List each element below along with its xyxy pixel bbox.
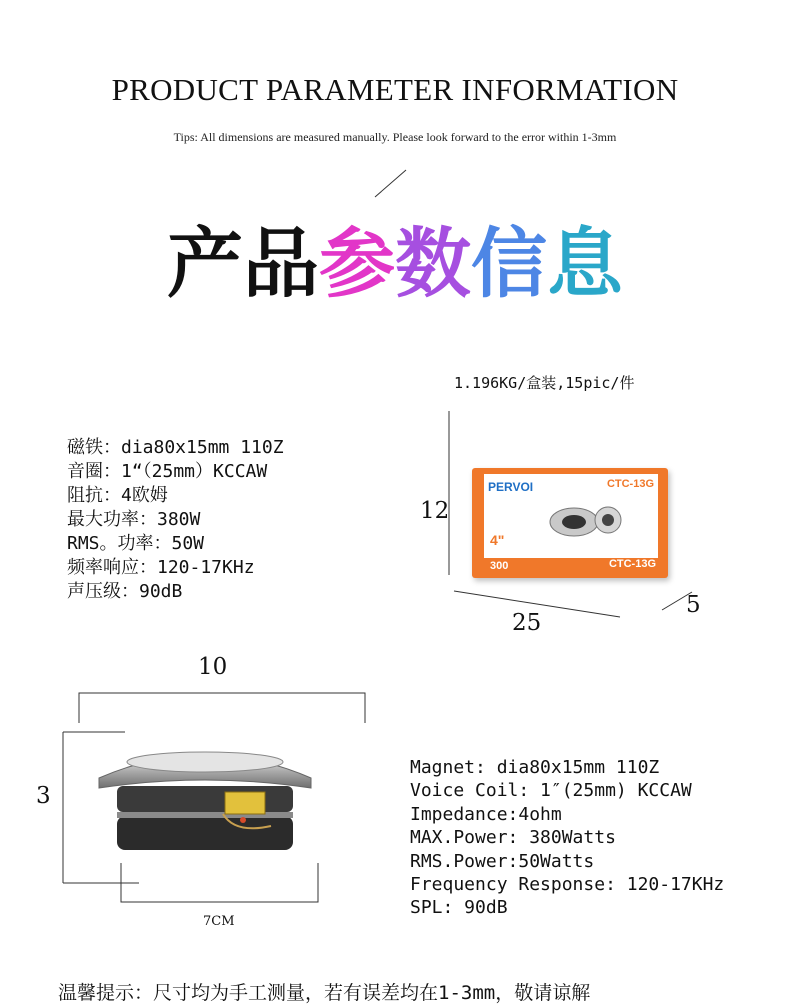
tips-text: Tips: All dimensions are measured manually. Please look forward to the error within 1-3mm xyxy=(173,130,617,144)
en-spec-magnet: Magnet: dia80x15mm 110Z xyxy=(410,757,660,778)
product-box-image xyxy=(472,468,668,578)
en-spec-spl: SPL: 90dB xyxy=(410,897,508,919)
package-weight: 1.196KG/盒装,15pic/件 xyxy=(454,374,635,392)
title-char: 信 xyxy=(471,219,547,308)
title-char: 品 xyxy=(243,219,319,308)
box-length-label: 25 xyxy=(512,610,542,636)
cn-spec-rms-power: RMS。功率：50W xyxy=(67,533,205,554)
decorative-slash xyxy=(372,168,408,200)
en-spec-frequency: Frequency Response: 120-17KHz xyxy=(410,874,725,896)
speaker-base-label: 7CM xyxy=(203,914,235,929)
speaker-thumbnail-icon xyxy=(546,498,626,544)
box-model-top: CTC-13G xyxy=(606,478,654,490)
box-model-bottom: CTC-13G xyxy=(608,558,656,570)
title-char: 产 xyxy=(167,219,243,308)
title-char: 数 xyxy=(395,219,471,308)
en-spec-max-power: MAX.Power: 380Watts xyxy=(410,827,616,849)
cn-spec-spl: 声压级：90dB xyxy=(67,581,183,602)
footer-note: 温馨提示：尺寸均为手工测量，若有误差均在1-3mm，敬请谅解 xyxy=(58,982,591,1004)
box-size: 4" xyxy=(490,532,505,548)
en-spec-impedance: Impedance:4ohm xyxy=(410,803,562,825)
speaker-height-label: 3 xyxy=(36,783,51,809)
box-depth-label: 5 xyxy=(686,592,701,618)
cn-spec-max-power: 最大功率：380W xyxy=(67,509,201,530)
page-title: PRODUCT PARAMETER INFORMATION xyxy=(111,72,679,107)
cn-spec-magnet: 磁铁：dia80x15mm 110Z xyxy=(67,437,284,458)
title-char: 息 xyxy=(547,219,623,308)
box-brand: PERVOI xyxy=(488,480,534,494)
title-char: 参 xyxy=(319,219,395,308)
speaker-image xyxy=(95,742,325,862)
cn-spec-voice-coil: 音圈：1“（25mm）KCCAW xyxy=(67,461,268,482)
en-spec-voice-coil: Voice Coil: 1″(25mm) KCCAW xyxy=(410,780,692,802)
box-power: 300 xyxy=(490,560,509,572)
cn-spec-frequency: 频率响应：120-17KHz xyxy=(67,557,255,578)
cn-spec-impedance: 阻抗：4欧姆 xyxy=(67,485,168,506)
speaker-width-label: 10 xyxy=(198,654,228,680)
chinese-title xyxy=(0,219,790,308)
cn-spec-list xyxy=(67,436,284,604)
en-spec-list xyxy=(410,756,724,920)
en-spec-rms-power: RMS.Power:50Watts xyxy=(410,850,595,872)
box-height-label: 12 xyxy=(420,498,450,524)
